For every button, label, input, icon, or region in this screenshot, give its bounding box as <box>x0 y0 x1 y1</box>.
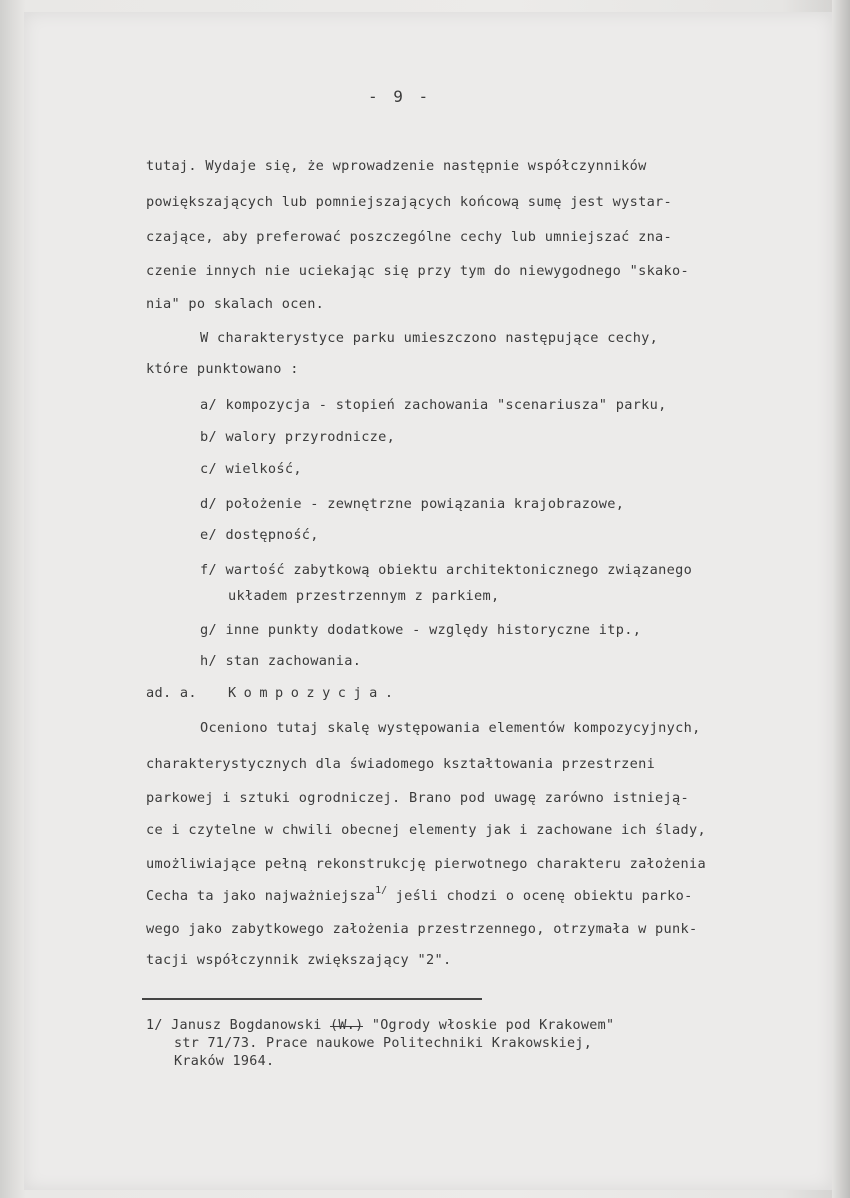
body-line: tutaj. Wydaje się, że wprowadzenie następnie współczynników <box>146 158 647 174</box>
list-item: b/ walory przyrodnicze, <box>200 429 396 445</box>
body-line: powiększających lub pomniejszających końcową sumę jest wystar- <box>146 194 673 210</box>
body-line-start: Cecha ta jako najważniejsza <box>146 888 376 904</box>
body-line: Oceniono tutaj skalę występowania elementów kompozycyjnych, <box>200 720 701 736</box>
body-line: czające, aby preferować poszczególne cechy lub umniejszać zna- <box>146 229 673 245</box>
body-line: czenie innych nie uciekając się przy tym do niewygodnego "skako- <box>146 263 689 279</box>
section-heading-title: Kompozycja. <box>228 685 401 701</box>
list-item-continuation: układem przestrzennym z parkiem, <box>228 588 500 604</box>
list-item: e/ dostępność, <box>200 527 319 543</box>
footnote-line: Kraków 1964. <box>174 1054 275 1069</box>
footnote-reference: 1/ <box>375 885 388 896</box>
footnote-title: "Ogrody włoskie pod Krakowem" <box>371 1018 615 1033</box>
body-line: wego jako zabytkowego założenia przestrzennego, otrzymała w punk- <box>146 921 698 937</box>
footnote-struck-text: (W.) <box>330 1018 364 1033</box>
page-number: - 9 - <box>368 87 432 106</box>
body-line: parkowej i sztuki ogrodniczej. Brano pod uwagę zarówno istnieją- <box>146 790 689 806</box>
list-item: d/ położenie - zewnętrzne powiązania krajobrazowe, <box>200 496 625 512</box>
body-line-end: jeśli chodzi o ocenę obiektu parko- <box>387 888 693 904</box>
list-item: a/ kompozycja - stopień zachowania "scenariusza" parku, <box>200 397 667 413</box>
body-line: W charakterystyce parku umieszczono następujące cechy, <box>200 330 659 346</box>
list-item: f/ wartość zabytkową obiektu architektonicznego związanego <box>200 562 693 578</box>
body-line: nia" po skalach ocen. <box>146 296 325 312</box>
page-edge-shadow <box>832 0 850 1198</box>
list-item: h/ stan zachowania. <box>200 653 362 669</box>
footnote-line <box>146 1017 614 1035</box>
body-line: umożliwiające pełną rekonstrukcję pierwotnego charakteru założenia <box>146 856 706 872</box>
footnote-author: Janusz Bogdanowski <box>171 1018 322 1033</box>
list-item: g/ inne punkty dodatkowe - względy historyczne itp., <box>200 622 642 638</box>
body-line: które punktowano : <box>146 361 299 377</box>
body-line: tacji współczynnik zwiększający "2". <box>146 952 452 968</box>
footnote-line: str 71/73. Prace naukowe Politechniki Krakowskiej, <box>174 1036 593 1051</box>
footnote-separator <box>142 998 482 1000</box>
list-item: c/ wielkość, <box>200 461 302 477</box>
section-heading-prefix: ad. a. <box>146 685 197 701</box>
body-line-with-footnote <box>146 887 693 907</box>
body-line: ce i czytelne w chwili obecnej elementy jak i zachowane ich ślady, <box>146 822 706 838</box>
body-line: charakterystycznych dla świadomego kształtowania przestrzeni <box>146 756 656 772</box>
footnote-number: 1/ <box>146 1018 163 1033</box>
